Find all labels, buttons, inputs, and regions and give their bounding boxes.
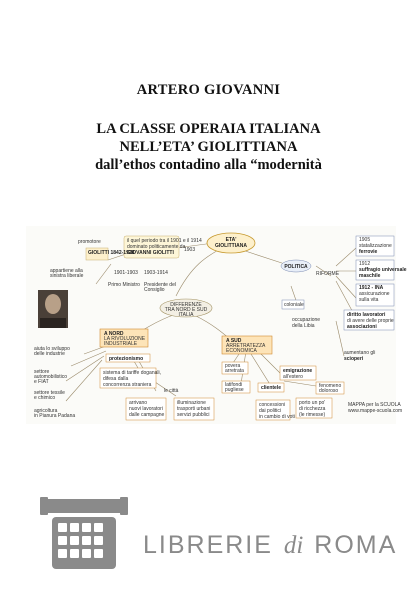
year-1912: 1912 — [359, 261, 371, 267]
sud-label: A SUD — [226, 338, 242, 344]
protezionismo-label: protezionismo — [109, 356, 144, 362]
publisher-name — [143, 531, 397, 560]
typewriter-icon — [40, 497, 128, 569]
libia-label: occupazione — [292, 317, 321, 323]
period-label: il quel periodo tra il 1901 e il 1914 — [127, 238, 202, 244]
liberal-label-2: sinistra liberale — [50, 273, 84, 279]
tessile-label: settore tessile — [34, 390, 65, 396]
publisher-name-left: LIBRERIE — [143, 531, 273, 559]
emigrazione-label: emigrazione — [283, 368, 313, 374]
premier-label-2: Consiglio — [144, 287, 165, 293]
portrait-face — [45, 294, 61, 314]
migranti-label-3: dalle campagne — [129, 412, 165, 418]
illuminazione-label: illuminazione — [177, 400, 206, 406]
fenomeno-label: fenomeno — [319, 383, 342, 389]
tariffe-label-2: difesa dalla — [103, 376, 129, 382]
agricoltura-label-2: in Pianura Padana — [34, 413, 76, 419]
sviluppo-label-2: delle industrie — [34, 351, 65, 357]
povera-label: povera — [225, 363, 241, 369]
ricchezza-label: porto un po' — [299, 400, 326, 406]
politica-label: POLITICA — [284, 264, 308, 270]
settori-label: settore — [34, 369, 50, 375]
agricoltura-label: agricoltura — [34, 408, 58, 414]
illuminazione-label-3: servizi pubblici — [177, 412, 210, 418]
scioperi-label-2: scioperi — [344, 356, 364, 362]
concessioni-label: concessioni — [259, 402, 286, 408]
differences-label-2: TRA NORD E SUD — [164, 307, 208, 313]
years-b-label: 1903-1914 — [144, 270, 168, 276]
ina-label-2: assicurazione — [359, 291, 390, 297]
period-label-3: GIOVANNI GIOLITTI — [127, 250, 174, 256]
ina-label-3: sulla vita — [359, 297, 379, 303]
tariffe-label: sistema di tariffe doganali, — [103, 370, 161, 376]
credit-label: MAPPA per la SCUOLA — [348, 402, 401, 408]
differences-label-3: ITALIA — [178, 312, 194, 318]
migranti-label-2: nuovi lavoratori — [129, 406, 163, 412]
riforme-label: RIFORME — [316, 271, 340, 277]
concessioni-label-3: in cambio di voti — [259, 414, 295, 420]
emigrazione-label-2: all'estero — [283, 374, 303, 380]
fenomeno-label-2: doloroso — [319, 388, 339, 394]
nord-label: A NORD — [104, 331, 124, 337]
migranti-label: arrivano — [129, 400, 148, 406]
coloniale-label: coloniale — [284, 302, 304, 308]
book-subtitle: dall’ethos contadino alla “modernità — [95, 157, 322, 173]
sud-label-3: ECONOMICA — [226, 348, 257, 354]
suffragio-label: suffragio universale — [359, 267, 407, 273]
credit-label-2: www.mappe-scuola.com — [348, 408, 403, 414]
povera-label-2: arretrata — [225, 368, 244, 374]
book-title-line-2: NELL’ETA’ GIOLITTIANA — [119, 139, 298, 155]
settori-label-3: e FIAT — [34, 379, 49, 385]
book-author: ARTERO GIOVANNI — [136, 82, 281, 98]
illuminazione-label-2: trasporti urbani — [177, 406, 211, 412]
concessioni-label-2: dai politici — [259, 408, 281, 414]
ferrovie-label: statalizzazione — [359, 243, 392, 249]
sviluppo-label: aiuta lo sviluppo — [34, 346, 70, 352]
diritti-label-2: di avere delle proprie — [347, 318, 394, 324]
premier-label: Presidente del — [144, 282, 176, 288]
publisher-name-mid: di — [283, 532, 304, 559]
tariffe-label-3: concorrenza straniera — [103, 382, 152, 388]
center-label-1: ETA' — [225, 237, 237, 243]
settori-label-2: automobilistico — [34, 374, 68, 380]
ferrovie-label-2: ferrovie — [359, 249, 378, 255]
year-1905: 1905 — [359, 237, 371, 243]
publisher-name-right: ROMA — [314, 531, 398, 559]
differences-label: DIFFERENZE — [170, 302, 202, 308]
tessile-label-2: e chimico — [34, 395, 56, 401]
nord-label-2: LA RIVOLUZIONE — [104, 336, 146, 342]
scioperi-label: aumentano gli — [344, 350, 376, 356]
book-title-line-1: LA CLASSE OPERAIA ITALIANA — [96, 121, 321, 137]
giolitti-label: GIOLITTI 1842-1928 — [88, 250, 135, 256]
sud-label-2: ARRETRATEZZA — [226, 343, 266, 349]
clientele-label: clientele — [261, 385, 282, 391]
years-side-label: 1903 — [184, 247, 196, 253]
ricchezza-label-2: di ricchezza — [299, 406, 326, 412]
period-label-2: dominato politicamente da — [127, 244, 186, 250]
libia-label-2: della Libia — [292, 323, 315, 329]
latifondo-label: latifondi — [225, 382, 243, 388]
ina-label: 1912 - INA — [359, 285, 384, 291]
latifondo-label-2: pugliese — [225, 387, 244, 393]
years-a-label: 1901-1903 — [114, 270, 138, 276]
center-label-2: GIOLITTIANA — [215, 243, 247, 249]
nord-label-3: INDUSTRIALE — [104, 341, 138, 347]
concept-map-image — [26, 226, 407, 424]
diritti-label-3: associazioni — [347, 324, 377, 330]
ricchezza-label-3: (le rimesse) — [299, 412, 326, 418]
prime-minister-label: Primo Ministro — [108, 282, 140, 288]
diritti-label: diritto lavoratori — [347, 312, 386, 318]
promotore-label: promotore — [78, 239, 101, 245]
suffragio-label-2: maschile — [359, 273, 381, 279]
citta-label: le città — [164, 388, 179, 394]
liberal-label: appartiene alla — [50, 268, 83, 274]
